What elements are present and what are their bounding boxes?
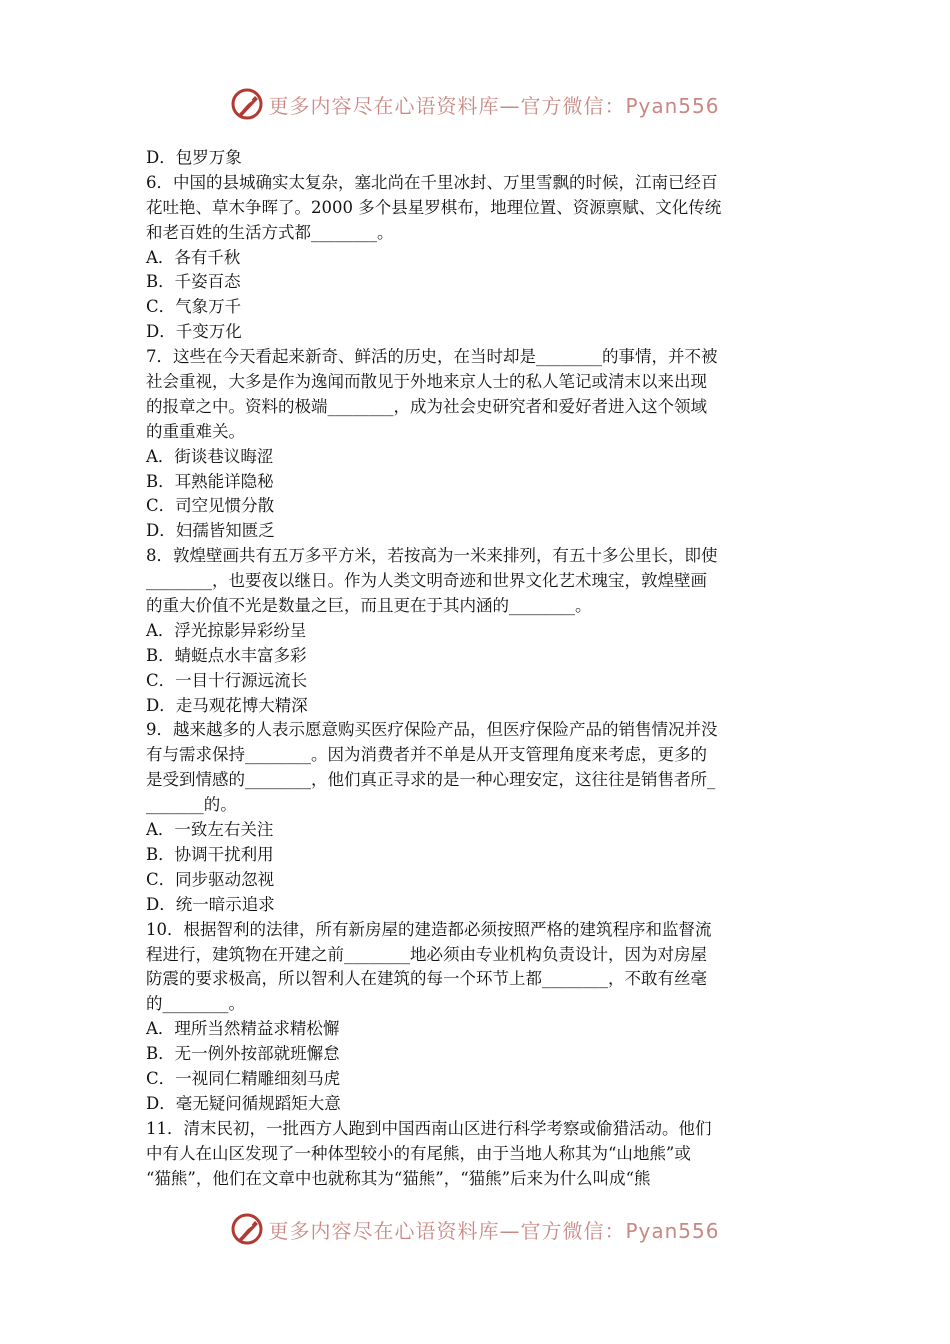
text-line: 防震的要求极高，所以智利人在建筑的每一个环节上都________，不敢有丝毫 (146, 969, 707, 989)
text-line: A．各有千秋 (146, 247, 241, 267)
text-line: D．毫无疑问循规蹈矩大意 (146, 1093, 341, 1113)
header-banner-text: 更多内容尽在心语资料库—官方微信：Pyan556 (268, 93, 720, 118)
footer-banner (0, 1209, 950, 1249)
header-banner (0, 84, 950, 124)
pen-logo-icon (230, 1212, 264, 1246)
text-line: C．司空见惯分散 (146, 496, 275, 516)
text-line: B．无一例外按部就班懈怠 (146, 1044, 340, 1064)
text-line: 10．根据智利的法律，所有新房屋的建造都必须按照严格的建筑程序和监督流 (146, 919, 712, 939)
text-line: 社会重视，大多是作为逸闻而散见于外地来京人士的私人笔记或清末以来出现 (146, 372, 707, 392)
text-line: _______的。 (146, 795, 237, 815)
text-line: 中有人在山区发现了一种体型较小的有尾熊，由于当地人称其为“山地熊”或 (146, 1143, 691, 1163)
text-line: 的报章之中。资料的极端________，成为社会史研究者和爱好者进入这个领域 (146, 396, 707, 416)
text-line: 的________。 (146, 994, 245, 1014)
pen-logo-icon (230, 87, 264, 121)
text-line: 的重重难关。 (146, 421, 245, 441)
text-line: A．一致左右关注 (146, 820, 274, 840)
text-line: D．千变万化 (146, 322, 242, 342)
text-line: A．街谈巷议晦涩 (146, 446, 274, 466)
text-line: 11．清末民初，一批西方人跑到中国西南山区进行科学考察或偷猎活动。他们 (146, 1118, 712, 1138)
text-line: 9．越来越多的人表示愿意购买医疗保险产品，但医疗保险产品的销售情况并没 (146, 720, 718, 740)
text-line: C．同步驱动忽视 (146, 869, 275, 889)
text-line: A．理所当然精益求精松懈 (146, 1019, 340, 1039)
text-line: 程进行，建筑物在开建之前________地必须由专业机构负责设计，因为对房屋 (146, 944, 707, 964)
text-line: C．一目十行源远流长 (146, 670, 308, 690)
document-body (146, 146, 806, 1191)
text-line: B．耳熟能详隐秘 (146, 471, 274, 491)
text-line: 和老百姓的生活方式都________。 (146, 222, 394, 242)
text-line: 7．这些在今天看起来新奇、鲜活的历史，在当时却是________的事情，并不被 (146, 347, 718, 367)
text-line: 8．敦煌壁画共有五万多平方米，若按高为一米来排列，有五十多公里长，即使 (146, 546, 718, 566)
text-line: C．一视同仁精雕细刻马虎 (146, 1068, 341, 1088)
text-line: “猫熊”，他们在文章中也就称其为“猫熊”，“猫熊”后来为什么叫成“熊 (146, 1168, 651, 1188)
text-line: 6．中国的县城确实太复杂，塞北尚在千里冰封、万里雪飘的时候，江南已经百 (146, 172, 718, 192)
text-line: ________，也要夜以继日。作为人类文明奇迹和世界文化艺术瑰宝，敦煌壁画 (146, 571, 707, 591)
text-line: B．千姿百态 (146, 272, 241, 292)
text-line: 是受到情感的________，他们真正寻求的是一种心理安定，这往往是销售者所_ (146, 770, 716, 790)
text-line: 的重大价值不光是数量之巨，而且更在于其内涵的________。 (146, 596, 592, 616)
text-line: B．蜻蜓点水丰富多彩 (146, 645, 307, 665)
text-line: D．走马观花博大精深 (146, 695, 308, 715)
footer-banner-text: 更多内容尽在心语资料库—官方微信：Pyan556 (268, 1218, 720, 1243)
text-line: C．气象万千 (146, 297, 242, 317)
text-line: A．浮光掠影异彩纷呈 (146, 620, 307, 640)
text-line: 花吐艳、草木争晖了。2000 多个县星罗棋布，地理位置、资源禀赋、文化传统 (146, 197, 722, 217)
text-line: 有与需求保持________。因为消费者并不单是从开支管理角度来考虑，更多的 (146, 745, 707, 765)
text-line: B．协调干扰利用 (146, 844, 274, 864)
text-line: D．包罗万象 (146, 148, 242, 167)
text-line: D．妇孺皆知匮乏 (146, 521, 275, 541)
text-line: D．统一暗示追求 (146, 894, 275, 914)
